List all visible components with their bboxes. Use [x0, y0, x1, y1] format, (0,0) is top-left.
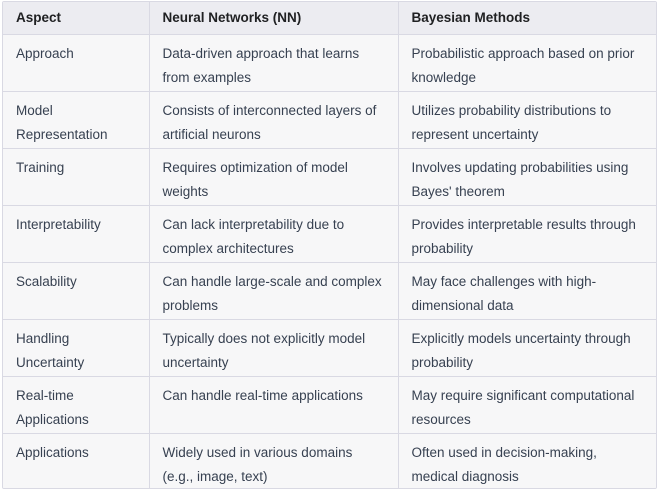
table-row — [3, 433, 656, 489]
table-row — [3, 205, 656, 262]
bayesian-cell: Probabilistic approach based on prior knowledge — [398, 34, 656, 91]
aspect-cell: Real-time Applications — [3, 376, 149, 433]
aspect-cell: Training — [3, 148, 149, 205]
nn-cell: Requires optimization of model weights — [149, 148, 398, 205]
aspect-cell: Approach — [3, 34, 149, 91]
table-row — [3, 319, 656, 376]
nn-cell: Data-driven approach that learns from examples — [149, 34, 398, 91]
comparison-table-container — [2, 1, 657, 489]
aspect-cell: Model Representation — [3, 91, 149, 148]
comparison-table — [3, 2, 656, 489]
table-row — [3, 148, 656, 205]
bayesian-cell: May require significant computational resources — [398, 376, 656, 433]
bayesian-cell: Utilizes probability distributions to represent uncertainty — [398, 91, 656, 148]
table-row — [3, 262, 656, 319]
header-neural-networks: Neural Networks (NN) — [149, 2, 398, 34]
aspect-cell: Interpretability — [3, 205, 149, 262]
table-body — [3, 34, 656, 489]
aspect-cell: Applications — [3, 433, 149, 489]
nn-cell: Can handle real-time applications — [149, 376, 398, 433]
bayesian-cell: Provides interpretable results through probability — [398, 205, 656, 262]
table-row — [3, 91, 656, 148]
header-aspect: Aspect — [3, 2, 149, 34]
bayesian-cell: Involves updating probabilities using Bayes' theorem — [398, 148, 656, 205]
table-row — [3, 376, 656, 433]
nn-cell: Widely used in various domains (e.g., image, text) — [149, 433, 398, 489]
bayesian-cell: Often used in decision-making, medical diagnosis — [398, 433, 656, 489]
table-header — [3, 2, 656, 34]
header-row — [3, 2, 656, 34]
nn-cell: Consists of interconnected layers of artificial neurons — [149, 91, 398, 148]
bayesian-cell: Explicitly models uncertainty through probability — [398, 319, 656, 376]
nn-cell: Typically does not explicitly model uncertainty — [149, 319, 398, 376]
nn-cell: Can handle large-scale and complex problems — [149, 262, 398, 319]
header-bayesian-methods: Bayesian Methods — [398, 2, 656, 34]
aspect-cell: Scalability — [3, 262, 149, 319]
nn-cell: Can lack interpretability due to complex architectures — [149, 205, 398, 262]
table-row — [3, 34, 656, 91]
aspect-cell: Handling Uncertainty — [3, 319, 149, 376]
bayesian-cell: May face challenges with high-dimensional data — [398, 262, 656, 319]
